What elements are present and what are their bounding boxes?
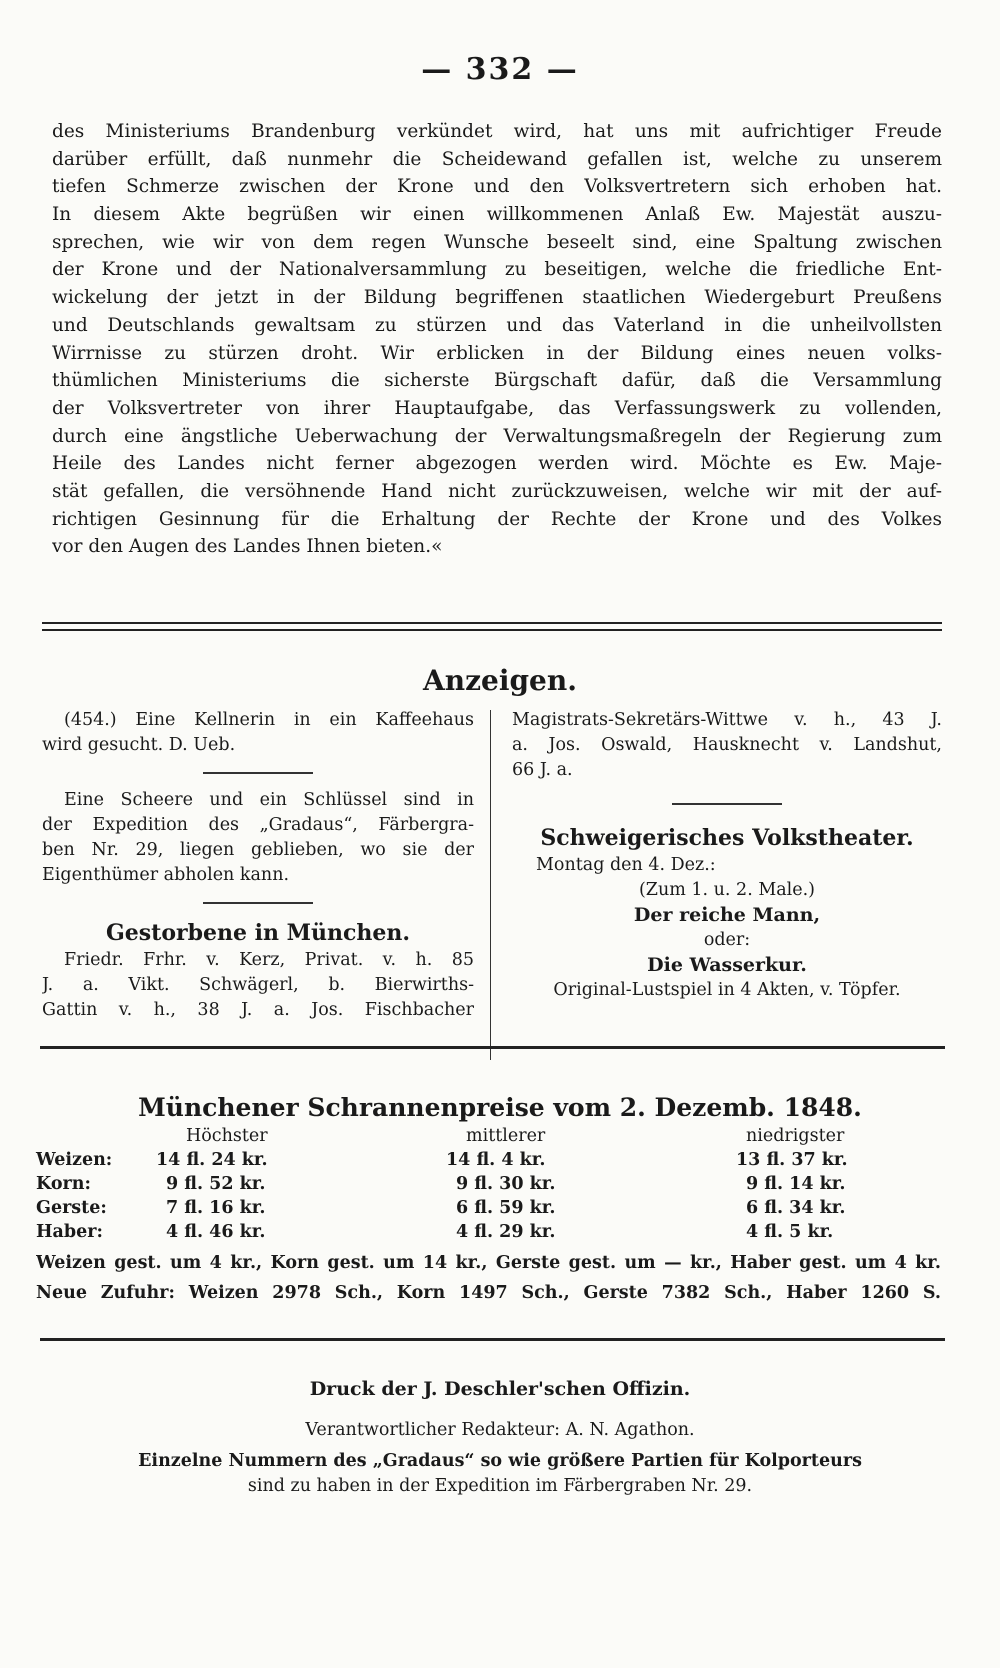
article-line: Wirrnisse zu stürzen droht. Wir erblicken in der Bildung eines neuen volks- bbox=[52, 342, 942, 364]
grain-cell: Korn: bbox=[36, 1174, 91, 1194]
table-row bbox=[36, 1220, 976, 1244]
article-line: des Ministeriums Brandenburg verkündet wird, hat uns mit aufrichtiger Freude bbox=[52, 121, 942, 142]
price-cell: 9 fl. 30 kr. bbox=[456, 1174, 556, 1194]
table-row bbox=[36, 1196, 976, 1220]
price-cell: 14 fl. 4 kr. bbox=[446, 1150, 546, 1170]
article-line: tiefen Schmerze zwischen der Krone und den Volksvertretern sich erhoben hat. bbox=[52, 176, 942, 198]
deaths-line: Friedr. Frhr. v. Kerz, Privat. v. h. 85 bbox=[64, 950, 474, 970]
prices-table bbox=[36, 1124, 976, 1244]
play-title-2: Die Wasserkur. bbox=[647, 954, 807, 976]
article-line: darüber erfüllt, daß nunmehr die Scheidewand gefallen ist, welche zu unserem bbox=[52, 148, 942, 170]
price-cell: 9 fl. 52 kr. bbox=[166, 1174, 266, 1194]
deaths-line: Gattin v. h., 38 J. a. Jos. Fischbacher bbox=[42, 1000, 474, 1020]
printer-line: Druck der J. Deschler'schen Offizin. bbox=[309, 1378, 691, 1400]
price-change-note: Weizen gest. um 4 kr., Korn gest. um 14 kr., Gerste gest. um — kr., Haber gest. um 4 kr. bbox=[36, 1253, 941, 1273]
price-cell: 4 fl. 29 kr. bbox=[456, 1222, 556, 1242]
supply-note: Neue Zufuhr: Weizen 2978 Sch., Korn 1497 Sch., Gerste 7382 Sch., Haber 1260 S. bbox=[36, 1283, 941, 1303]
section-divider bbox=[40, 1338, 945, 1341]
deaths-heading: Gestorbene in München. bbox=[105, 920, 411, 946]
price-cell: 6 fl. 59 kr. bbox=[456, 1198, 556, 1218]
article-line: der Volksvertreter von ihrer Hauptaufgabe, das Verfassungswerk zu vollenden, bbox=[52, 397, 942, 419]
sales-line: sind zu haben in der Expedition im Färbergraben Nr. 29. bbox=[247, 1476, 753, 1496]
article-line: vor den Augen des Landes Ihnen bieten.« bbox=[52, 536, 443, 558]
section-divider bbox=[42, 622, 942, 631]
theater-note: (Zum 1. u. 2. Male.) bbox=[638, 880, 816, 900]
ad-line: Eine Scheere und ein Schlüssel sind in bbox=[64, 790, 474, 810]
article-line: richtigen Gesinnung für die Erhaltung der Rechte der Krone und des Volkes bbox=[52, 508, 942, 530]
price-cell: 4 fl. 5 kr. bbox=[746, 1222, 834, 1242]
page-number: — 332 — bbox=[421, 52, 579, 87]
deaths-line: a. Jos. Oswald, Hausknecht v. Landshut, bbox=[512, 735, 942, 755]
ad-line: Eigenthümer abholen kann. bbox=[42, 865, 290, 885]
grain-cell: Gerste: bbox=[36, 1198, 107, 1218]
header-cell: Höchster bbox=[186, 1126, 268, 1146]
price-cell: 7 fl. 16 kr. bbox=[166, 1198, 266, 1218]
ads-left-column bbox=[42, 708, 474, 1023]
price-cell: 6 fl. 34 kr. bbox=[746, 1198, 846, 1218]
ad-line: ben Nr. 29, liegen geblieben, wo sie der bbox=[42, 840, 474, 860]
article-line: In diesem Akte begrüßen wir einen willkommenen Anlaß Ew. Majestät auszu- bbox=[52, 204, 942, 226]
ads-heading: Anzeigen. bbox=[423, 664, 577, 697]
deaths-line: J. a. Vikt. Schwägerl, b. Bierwirths- bbox=[42, 975, 474, 995]
article-line: sprechen, wie wir von dem regen Wunsche beseelt sind, eine Spaltung zwischen bbox=[52, 231, 942, 253]
article-line: und Deutschlands gewaltsam zu stürzen und das Vaterland in die unheilvollsten bbox=[52, 314, 942, 336]
editor-line: Verantwortlicher Redakteur: A. N. Agathon. bbox=[305, 1420, 695, 1440]
article-line: Heile des Landes nicht ferner abgezogen werden wird. Möchte es Ew. Maje- bbox=[52, 453, 942, 475]
table-header-row bbox=[36, 1124, 976, 1148]
section-divider bbox=[40, 1046, 945, 1049]
ad-line: (454.) Eine Kellnerin in ein Kaffeehaus bbox=[64, 710, 474, 730]
article-line: stät gefallen, die versöhnende Hand nicht zurückzuweisen, welche wir mit der auf- bbox=[52, 480, 942, 502]
article-line: der Krone und der Nationalversammlung zu beseitigen, welche die friedliche Ent- bbox=[52, 259, 942, 281]
prices-title: Münchener Schrannenpreise vom 2. Dezemb. 1848. bbox=[138, 1093, 862, 1122]
price-cell: 14 fl. 24 kr. bbox=[156, 1150, 268, 1170]
column-divider bbox=[490, 710, 491, 1060]
ad-line: wird gesucht. D. Ueb. bbox=[42, 735, 236, 755]
price-cell: 4 fl. 46 kr. bbox=[166, 1222, 266, 1242]
play-info: Original-Lustspiel in 4 Akten, v. Töpfer. bbox=[553, 980, 901, 1000]
deaths-line: 66 J. a. bbox=[512, 760, 573, 780]
ads-right-column bbox=[512, 708, 942, 1003]
price-cell: 13 fl. 37 kr. bbox=[736, 1150, 848, 1170]
ad-divider bbox=[672, 803, 782, 805]
grain-cell: Haber: bbox=[36, 1222, 103, 1242]
theater-heading: Schweigerisches Volkstheater. bbox=[540, 825, 914, 851]
grain-cell: Weizen: bbox=[36, 1150, 113, 1170]
header-cell: niedrigster bbox=[746, 1126, 845, 1146]
ad-line: der Expedition des „Gradaus“, Färbergra- bbox=[42, 815, 474, 835]
header-cell bbox=[36, 1124, 126, 1148]
ad-divider bbox=[203, 772, 313, 774]
table-row bbox=[36, 1148, 976, 1172]
article-line: thümlichen Ministeriums die sicherste Bürgschaft dafür, daß die Versammlung bbox=[52, 370, 942, 392]
table-row bbox=[36, 1172, 976, 1196]
play-or: oder: bbox=[703, 930, 751, 950]
header-cell: mittlerer bbox=[466, 1126, 546, 1146]
article-text bbox=[52, 118, 942, 561]
article-line: durch eine ängstliche Ueberwachung der Verwaltungsmaßregeln der Regierung zum bbox=[52, 425, 942, 447]
ad-divider bbox=[203, 902, 313, 904]
article-line: wickelung der jetzt in der Bildung begriffenen staatlichen Wiedergeburt Preußens bbox=[52, 287, 942, 309]
price-cell: 9 fl. 14 kr. bbox=[746, 1174, 846, 1194]
deaths-line: Magistrats-Sekretärs-Wittwe v. h., 43 J. bbox=[512, 710, 942, 730]
sales-line: Einzelne Nummern des „Gradaus“ so wie größere Partien für Kolporteurs bbox=[138, 1451, 862, 1471]
play-title-1: Der reiche Mann, bbox=[633, 904, 821, 926]
theater-date: Montag den 4. Dez.: bbox=[536, 855, 716, 875]
